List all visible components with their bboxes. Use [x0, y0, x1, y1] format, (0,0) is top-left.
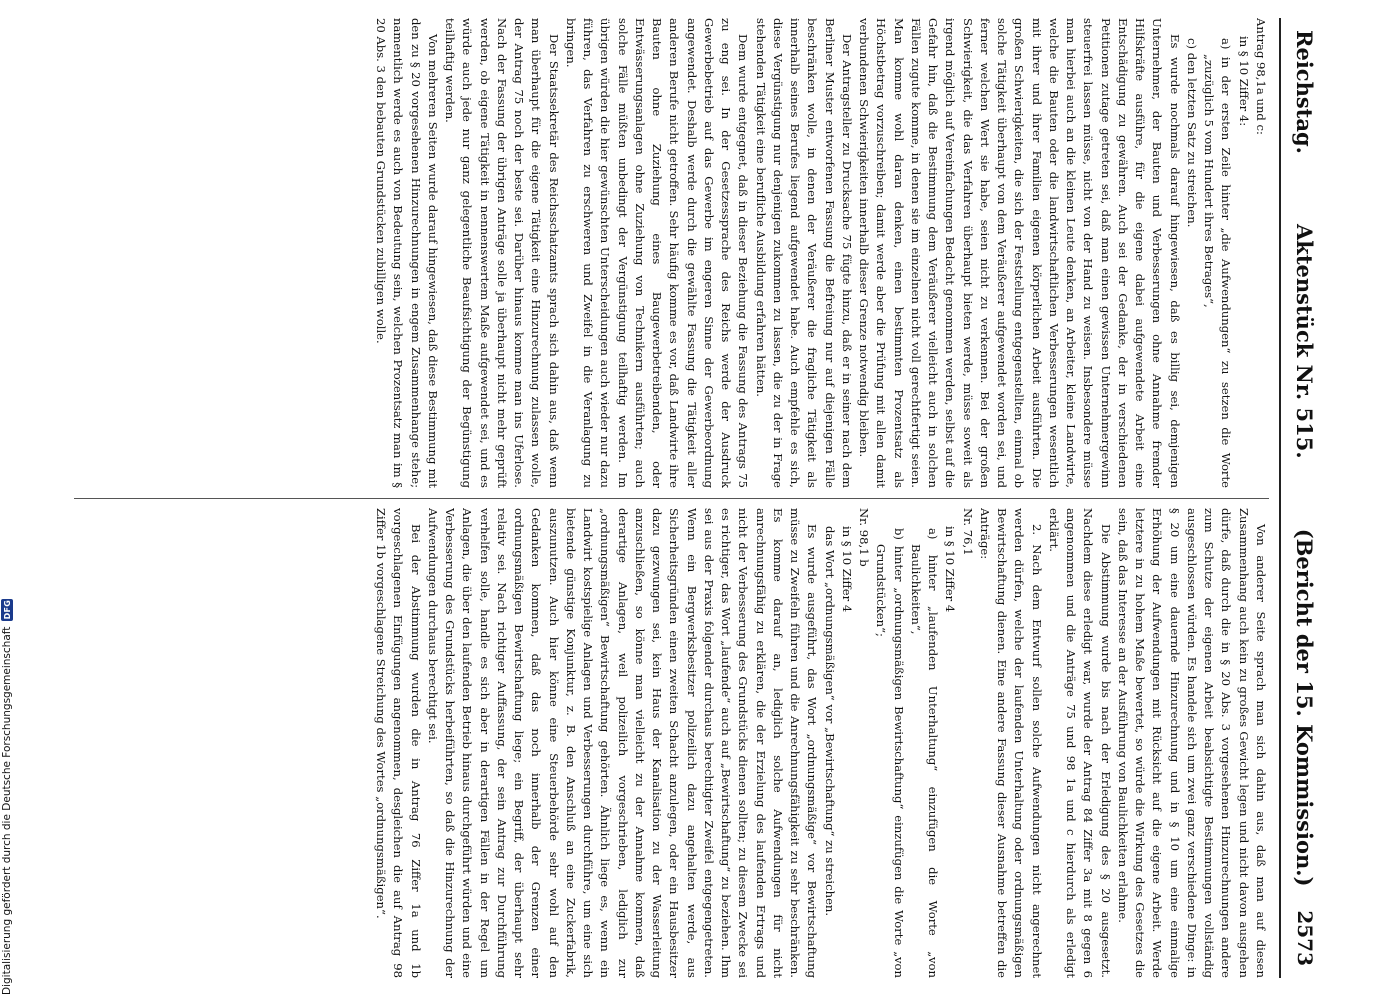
right-column-paragraph: Bei der Abstimmung wurden die in Antrag 76 Ziffer 1a und 1b vorgeschlagenen Einfügungen angenommen, desgleichen die auf Antrag 98 Ziffer 1b vorgeschlagene Streichung des Wortes „ordnungsmäßigen“.	[374, 508, 423, 978]
dfg-logo: DFG	[2, 599, 12, 620]
right-column-paragraph: das Wort „ordnungsmäßigen“ vor „Bewirtschaftung“ zu streichen.	[822, 526, 837, 917]
header-bericht: (Bericht der 15. Kommission.)	[1292, 528, 1318, 887]
right-column-paragraph: Die Abstimmung wurde bis nach der Erledigung des § 20 ausgesetzt. Nachdem diese erledigt war, wurde der Antrag 84 Ziffer 3a mit 8 gegen 6 angenommen und die Anträge 75 und 98 1a und c hierdurch als erledigt erklärt.	[1047, 508, 1113, 978]
left-column-paragraph: Der Antragsteller zu Drucksache 75 fügte hinzu, daß er in seiner nach dem Berliner Muster entworfenen Fassung die Befreiung nur auf diejenigen Fälle beschränken wolle, in denen der Veräußerer die fragliche Tätigkeit als innerhalb seines Berufes liegend aufgewendet habe. Auch empfehle es sich, diese Vergünstigung nur denjenigen zukommen zu lassen, die zu der in Frage stehenden Tätigkeit eine berufliche Ausbildung erfahren hätten.	[753, 18, 854, 488]
left-column-paragraph: Antrag 98,1a und c:	[1254, 18, 1268, 135]
page-header	[1285, 18, 1325, 978]
right-column-paragraph: in § 10 Ziffer 4	[840, 526, 854, 613]
right-column-paragraph: Es wurde ausgeführt, das Wort „ordnungsmäßige“ vor Bewirtschaftung müsse zu Zweifeln führen und die Anrechnungsfähigkeit zu sehr beschränken. Es komme darauf an, lediglich solche Aufwendungen für nicht anrechnungsfähig zu erklären, die der Erzielung des laufenden Ertrags und nicht der Verbesserung des Grundstücks dienen sollten; zu diesem Zwecke sei es richtiger, das Wort „laufende“ auch auf „Bewirtschaftung“ zu beziehen. Ihm sei aus der Praxis folgender durchaus berechtigter Zweifel entgegengetreten. Wenn ein Bergwerksbesitzer polizeilich dazu angehalten werde, aus Sicherheitsgründen einen zweiten Schacht anzulegen, oder ein Hausbesitzer dazu gezwungen sei, kein Haus der Kanalisation zu der Wasserleitung anzuschließen, so könne man vielleicht zu der Annahme kommen, daß derartige Anlagen, weil polizeilich vorgeschrieben, lediglich zur „ordnungsmäßigen“ Bewirtschaftung gehörten. Ähnlich liege es, wenn ein Landwirt kostspielige Anlagen und Verbesserungen durchführe, um eine sich bietende günstige Konjunktur, z. B. den Anschluß an eine Zuckerfabrik, auszunutzen. Auch hier könne eine Steuerbehörde sehr wohl auf den Gedanken kommen, daß das noch innerhalb der Grenzen einer ordnungsmäßigen Bewirtschaftung liege; ein Begriff, der überhaupt sehr relativ sei. Nach richtiger Auffassung, der sein Antrag zur Durchführung verhelfen solle, handle es sich aber in derartigen Fällen in der Regel um Anlagen, die über den laufenden Betrieb hinaus durchgeführt würden und eine Verbesserung des Grundstücks herbeiführten, so daß die Hinzurechnung der Aufwendungen durchaus berechtigt sei.	[426, 508, 820, 978]
left-column-paragraph: Dem wurde entgegnet, daß in dieser Beziehung die Fassung des Antrags 75 zu eng sei. In der Gesetzessprache des Reichs werde der Ausdruck Gewerbebetrieb auf das Gewerbe im engeren Sinne der Gewerbeordnung angewendet. Deshalb werde durch die gewählte Fassung die Tätigkeit aller anderen Berufe nicht getroffen. Sehr häufig komme es vor, daß Landwirte ihre Bauten ohne Zuziehung eines Baugewerbetreibenden, oder Entwässerungsanlagen ohne Zuziehung von Technikern ausführten; auch solche Fälle müßten unbedingt der Vergünstigung teilhaftig werden. Im übrigen würden die hier gewünschten Unterscheidungen auch wieder nur dazu führen, das Verfahren zu erschweren und Zweifel in die Veranlagung zu bringen.	[564, 18, 751, 488]
left-column-paragraph: a) in der ersten Zeile hinter „die Aufwendungen“ zu setzen die Worte „zuzüglich 5 vom Hundert ihres Betrages“,	[1202, 38, 1234, 488]
header-aktenstueck: Aktenstück Nr. 515.	[1292, 223, 1318, 459]
header-rule	[1279, 18, 1281, 978]
left-column-paragraph: Es wurde nochmals darauf hingewiesen, daß es billig sei, demjenigen Unternehmer, der Bauten und Verbesserungen ohne Annahme fremder Hilfskräfte ausführe, für die eigene dabei aufgewendete Arbeit eine Entschädigung zu gewähren. Auch sei der Gedanke, der in verschiedenen Petitionen zutage getreten sei, daß man einen gewissen Unternehmergewinn steuerfrei lassen müsse, nicht von der Hand zu weisen. Insbesondere müsse man hierbei auch an die kleinen Leute denken, an Arbeiter, kleine Landwirte, welche die Bauten oder die landwirtschaftlichen Verbesserungen wesentlich mit ihrer und ihrer Familien eigenen körperlichen Arbeit ausführten. Die großen Schwierigkeiten, die sich der Feststellung entgegenstellten, einmal ob solche Tätigkeit überhaupt von dem Veräußerer aufgewendet worden sei, und ferner welchen Wert sie habe, seien nicht zu verkennen. Bei der großen Schwierigkeit, die das Verfahren überhaupt bieten werde, müsse soweit als irgend möglich auf Vereinfachungen Bedacht genommen werden, selbst auf die Gefahr hin, daß die Bestimmung dem Veräußerer vielleicht auch in solchen Fällen zugute komme, in denen sie im einzelnen nicht voll gerechtfertigt seien. Man komme wohl daran denken, einen bestimmten Prozentsatz als Höchstbetrag vorzuschreiben; damit werde aber die Prüfung mit allen damit verbundenen Schwierigkeiten innerhalb dieser Grenze notwendig bleiben.	[857, 18, 1182, 488]
page-number: 2573	[1293, 910, 1317, 966]
header-left	[1293, 18, 1318, 886]
left-column-paragraph: in § 10 Ziffer 4:	[1236, 36, 1251, 127]
digitization-note: Digitalisierung gefördert durch die Deutsche Forschungsgemeinschaft	[1, 626, 13, 995]
right-column-paragraph: Nr. 98,1 b	[857, 508, 872, 567]
right-column	[74, 508, 1269, 978]
left-column-paragraph: c) den letzten Satz zu streichen.	[1185, 38, 1199, 228]
right-column-paragraph: Nr. 76,1	[960, 508, 975, 556]
header-reichstag: Reichstag.	[1292, 30, 1318, 154]
column-divider	[74, 498, 1269, 499]
left-column-paragraph: Der Staatssekretär des Reichsschatzamts sprach sich dahin aus, daß wenn man überhaupt für die eigene Tätigkeit eine Hinzurechnung zulassen wolle, der Antrag 75 noch der beste sei. Darüber hinaus komme man ins Uferlose. Nach der Fassung der übrigen Anträge solle ja überhaupt nicht mehr geprüft werden, ob eigene Tätigkeit in nennenswertem Maße aufgewendet sei, und es würde auch jede nur ganz gelegentliche Beaufsichtigung der Begünstigung teilhaftig werden.	[443, 18, 561, 488]
right-column-paragraph: 2. Nach dem Entwurf sollen solche Aufwendungen nicht angerechnet werden dürfen, welche der laufenden Unterhaltung oder ordnungsmäßigen Bewirtschaftung dienen. Eine andere Fassung dieser Ausnahme betreffen die Anträge:	[978, 508, 1044, 978]
right-column-paragraph: in § 10 Ziffer 4	[943, 526, 958, 613]
digitization-sidebar	[1, 599, 13, 995]
right-column-paragraph: a) hinter „laufenden Unterhaltung“ einzufügen die Worte „von Baulichkeiten“,	[909, 528, 941, 978]
left-column	[74, 18, 1269, 488]
right-column-paragraph: b) hinter „ordnungsmäßigen Bewirtschaftung“ einzufügen die Worte „von Grundstücken“;	[874, 528, 906, 978]
right-column-paragraph: Von anderer Seite sprach man sich dahin aus, daß man auf diesen Zusammenhang auch kein zu großes Gewicht legen und nicht davon ausgehen dürfe, daß durch die in § 20 Abs. 3 vorgesehenen Hinzurechnungen andere zum Schutze der eigenen Arbeit beabsichtigte Bestimmungen vollständig ausgeschlossen würden. Es handele sich um zwei ganz verschiedene Dinge: in § 20 um eine dauernde Hinzurechnung und in § 10 um eine einmalige Erhöhung der Aufwendungen mit Rücksicht auf die eigene Arbeit. Werde letztere in zu hohem Maße bewertet, so würde die Wirkung des Gesetzes die sein, daß das Interesse an der Ausführung von Baulichkeiten erlahme.	[1116, 508, 1268, 978]
left-column-paragraph: Von mehreren Seiten wurde darauf hingewiesen, daß diese Bestimmung mit den zu § 20 vorgesehenen Hinzurechnungen in engem Zusammenhange stehe; namentlich werde es auch von Bedeutung sein, welchen Prozentsatz man im § 20 Abs. 3 den bebauten Grundstücken zubilligen wolle.	[374, 18, 440, 488]
document-page	[55, 18, 1325, 978]
